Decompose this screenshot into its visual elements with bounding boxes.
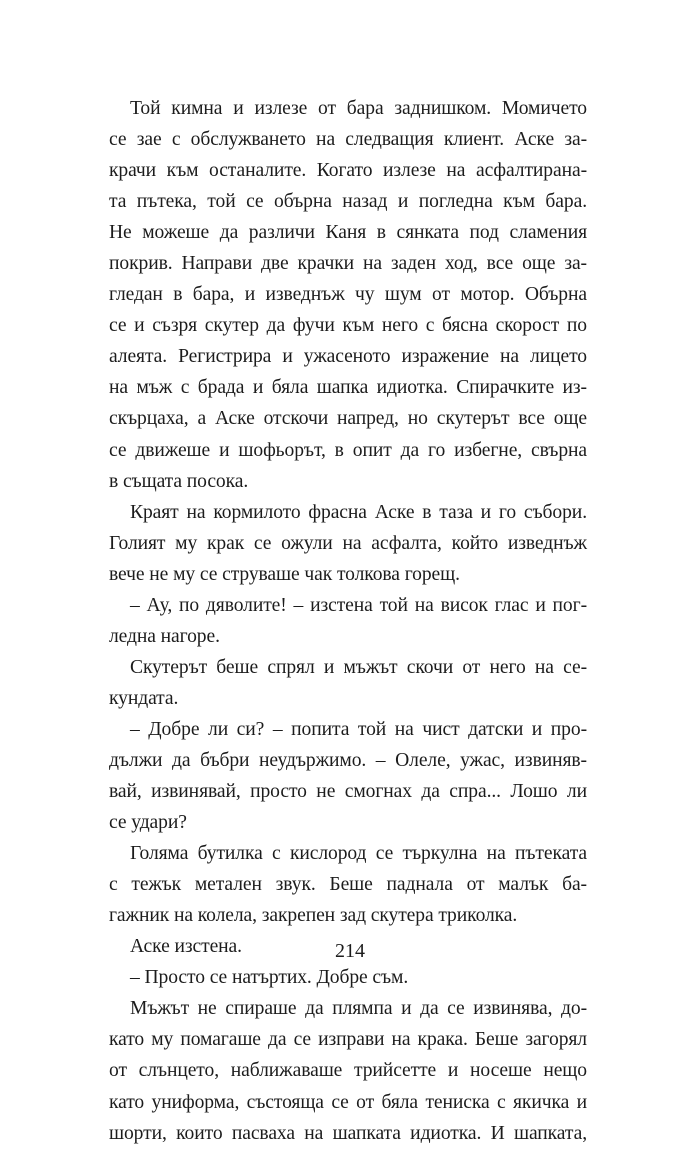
text-line: кундата. [109,687,179,709]
text-line: с тежък метален звук. Беше паднала от малък ба- [109,874,587,896]
text-line: шорти, които пасваха на шапката идиотка. И шапката, [109,1122,587,1144]
text-line: Голяма бутилка с кислород се търкулна на пътеката [130,843,587,865]
text-line: вай, извинявай, просто не смогнах да спра... Лошо ли [109,781,587,803]
text-line: скърцаха, а Аске отскочи напред, но скутерът все още [109,408,587,430]
text-line: та пътека, той се обърна назад и погледна към бара. [109,191,587,213]
text-line: Не можеше да различи Каня в сянката под сламения [109,222,587,244]
text-line: Мъжът не спираше да плямпа и да се извинява, до- [130,998,587,1020]
text-line: дължи да бъбри неудържимо. – Олеле, ужас, извиняв- [109,749,587,771]
text-line: на мъж с брада и бяла шапка идиотка. Спирачките из- [109,377,587,399]
text-line: като му помагаше да се изправи на крака. Беше загорял [109,1029,587,1051]
text-line: гажник на колела, закрепен зад скутера триколка. [109,905,518,927]
text-line: – Ау, по дяволите! – изстена той на висок глас и пог- [130,594,587,616]
text-line: гледан в бара, и изведнъж чу шум от мотор. Обърна [109,284,587,306]
text-line: вече не му се струваше чак толкова горещ. [109,563,460,585]
text-line: като униформа, състояща се от бяла тениска с якичка и [109,1091,587,1113]
text-line: крачи към останалите. Когато излезе на асфалтирана- [109,160,587,182]
text-line: покрив. Направи две крачки на заден ход, все още за- [109,253,587,275]
page-number: 214 [335,940,365,962]
text-line: ледна нагоре. [109,625,220,647]
text-line: – Просто се натъртих. Добре съм. [130,967,409,989]
text-line: Скутерът беше спрял и мъжът скочи от него на се- [130,656,587,678]
body-text [109,93,587,1149]
text-line: Голият му крак се ожули на асфалта, който изведнъж [109,532,587,554]
text-line: в същата посока. [109,470,249,492]
text-line: Аске изстена. [130,936,242,958]
text-line: Той кимна и излезе от бара заднишком. Момичето [130,98,587,119]
text-line: се зае с обслужването на следващия клиент. Аске за- [109,129,587,151]
text-line: – Добре ли си? – попита той на чист датски и про- [130,718,587,740]
text-line: се движеше и шофьорът, в опит да го избегне, свърна [109,439,587,461]
text-line: се и съзря скутер да фучи към него с бясна скорост по [109,315,587,337]
text-line: алеята. Регистрира и ужасеното изражение на лицето [109,346,587,368]
text-line: от слънцето, наближаваше трийсетте и носеше нещо [109,1060,587,1082]
text-line: се удари? [109,812,187,834]
text-line: Краят на кормилото фрасна Аске в таза и го събори. [130,501,587,523]
